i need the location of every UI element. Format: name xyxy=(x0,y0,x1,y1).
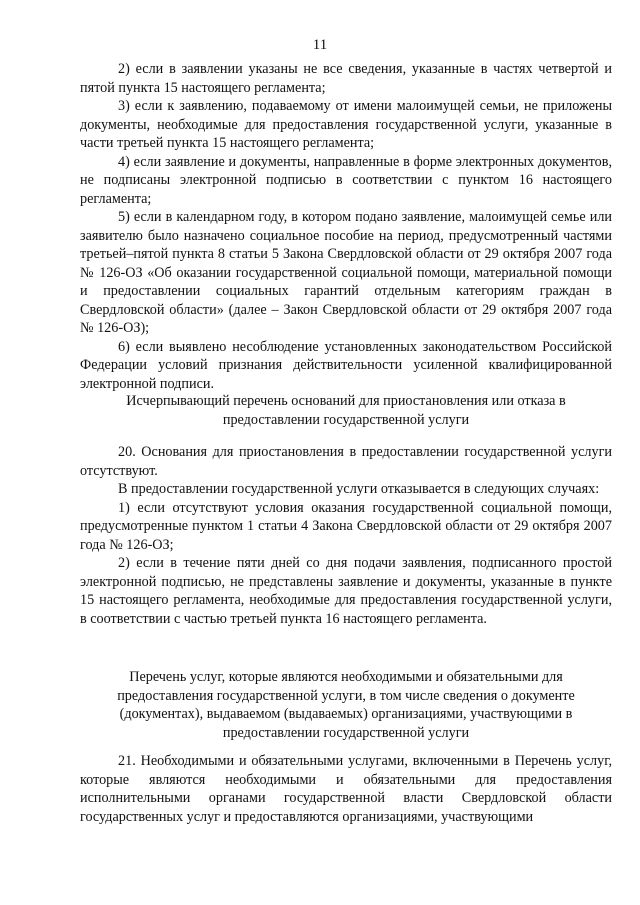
paragraph: В предоставлении государственной услуги отказывается в следующих случаях: xyxy=(118,481,600,497)
paragraph: 2) если в заявлении указаны не все сведения, указанные в частях четвертой и пятой пункта 15 настоящего регламента; xyxy=(80,61,612,96)
suspension-grounds-list xyxy=(80,443,612,628)
section-heading-required-services xyxy=(80,668,612,742)
paragraph: 20. Основания для приостановления в предоставлении государственной услуги отсутствуют. xyxy=(80,444,612,479)
paragraph: 3) если к заявлению, подаваемому от имени малоимущей семьи, не приложены документы, необходимые для предоставления государственной услуги, указанные в части третьей пункта 15 настоящего регламента; xyxy=(80,98,612,151)
paragraph: 21. Необходимыми и обязательными услугами, включенными в Перечень услуг, которые являются необходимыми и обязательными для предоставления исполнительными органами государственной власти Свердловской области государственных услуг и предоставляются организациями, участвующими xyxy=(80,753,612,825)
refusal-conditions-list xyxy=(80,60,612,393)
section-heading: Перечень услуг, которые являются необходимыми и обязательными для предоставления государственной услуги, в том числе сведения о документе (документах), выдаваемом (выдаваемых) организациями, участвующими в предоставлении государственной услуги xyxy=(117,669,575,741)
required-services-list xyxy=(80,752,612,826)
paragraph: 2) если в течение пяти дней со дня подачи заявления, подписанного простой электронной подписью, не представлены заявление и документы, указанные в пункте 15 настоящего регламента, необходимые для предоставления государственной услуги, в соответствии с частью третьей пункта 16 настоящего регламента. xyxy=(80,555,612,627)
section-heading-suspension-grounds xyxy=(80,392,612,429)
page-number: 11 xyxy=(312,37,328,53)
section-heading: Исчерпывающий перечень оснований для приостановления или отказа в предоставлении государственной услуги xyxy=(126,393,566,428)
paragraph: 1) если отсутствуют условия оказания государственной социальной помощи, предусмотренные пунктом 1 статьи 4 Закона Свердловской области от 29 октября 2007 года № 126-ОЗ; xyxy=(80,499,612,553)
paragraph: 6) если выявлено несоблюдение установленных законодательством Российской Федерации условий признания действительности усиленной квалифицированной электронной подписи. xyxy=(80,338,612,392)
paragraph: 5) если в календарном году, в котором подано заявление, малоимущей семье или заявителю было назначено социальное пособие на период, предусмотренный частями третьей–пятой пункта 8 статьи 5 Закона Свердловской области от 29 октября 2007 года № 126-ОЗ «Об оказании государственной социальной помощи, материальной помощи и предоставлении социальных гарантий отдельным категориям граждан в Свердловской области» (далее – Закон Свердловской области от 29 октября 2007 года № 126-ОЗ); xyxy=(80,209,612,336)
paragraph: 4) если заявление и документы, направленные в форме электронных документов, не подписаны электронной подписью в соответствии с пунктом 16 настоящего регламента; xyxy=(80,153,612,207)
